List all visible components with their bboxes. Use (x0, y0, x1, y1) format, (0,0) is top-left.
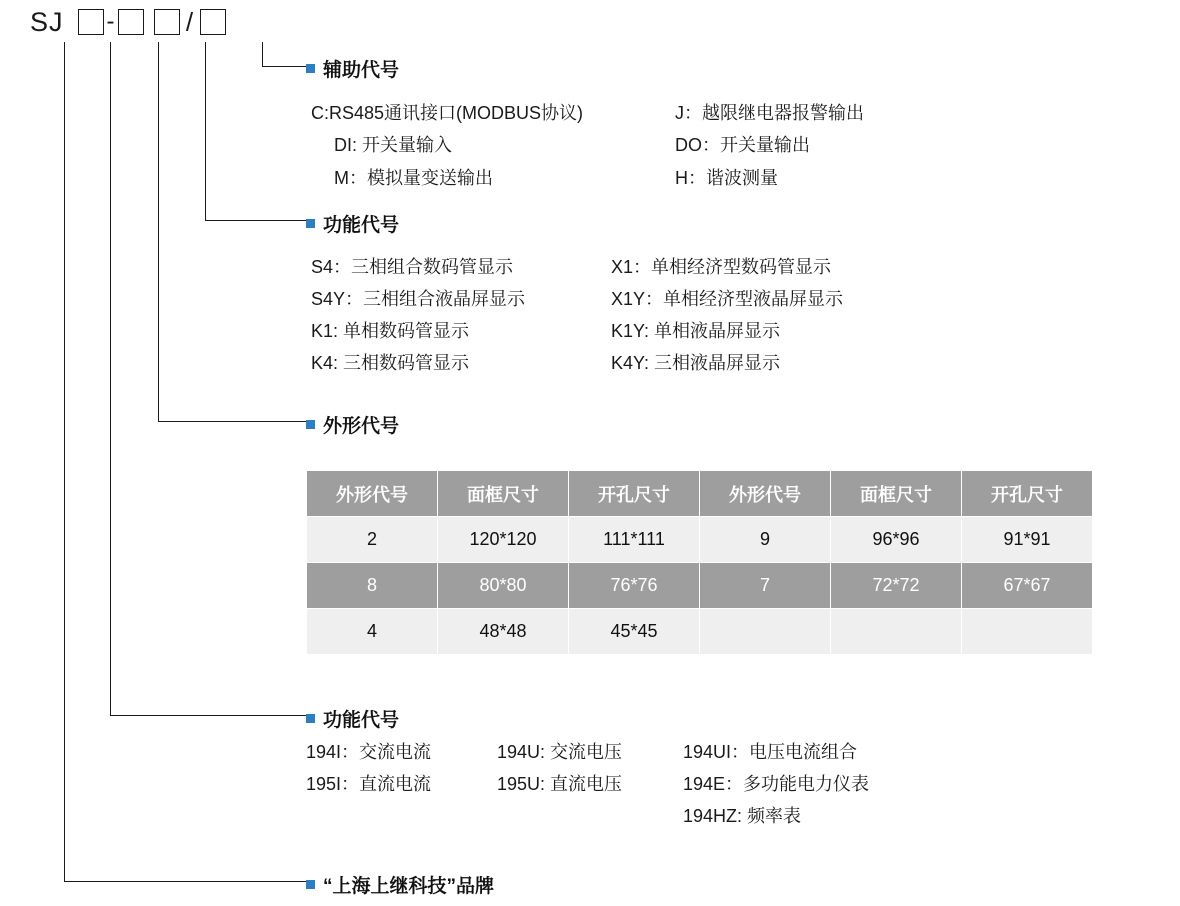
code-box-1 (78, 9, 104, 35)
code-box-3 (154, 9, 180, 35)
table-header-row (307, 471, 1093, 517)
leader-horizontal-aux (262, 66, 306, 67)
func-display-item-7: K4Y: 三相液晶屏显示 (611, 353, 781, 373)
table-header-cell-2: 开孔尺寸 (569, 471, 700, 517)
table-cell: 80*80 (438, 563, 569, 609)
bullet-icon (306, 714, 315, 723)
table-cell: 76*76 (569, 563, 700, 609)
table-row (307, 563, 1093, 609)
func-meter-item-2: 194UI：电压电流组合 (683, 742, 858, 762)
code-box-2 (118, 9, 144, 35)
code-dash: - (106, 8, 115, 35)
func-display-item-3: X1Y：单相经济型液晶屏显示 (611, 289, 844, 309)
table-header-cell-5: 开孔尺寸 (962, 471, 1093, 517)
section-title-shape: 外形代号 (323, 416, 400, 437)
aux-item-1: J：越限继电器报警输出 (675, 103, 864, 123)
func-display-item-4: K1: 单相数码管显示 (311, 321, 470, 341)
table-cell: 7 (700, 563, 831, 609)
table-header-cell-1: 面框尺寸 (438, 471, 569, 517)
bullet-icon (306, 64, 315, 73)
code-box-4 (200, 9, 226, 35)
leader-vertical-func-display (205, 42, 206, 221)
func-display-item-2: S4Y：三相组合液晶屏显示 (311, 289, 526, 309)
func-meter-item-1: 194U: 交流电压 (497, 742, 623, 762)
table-cell: 111*111 (569, 517, 700, 563)
table-row (307, 609, 1093, 655)
aux-item-4: M：模拟量变送输出 (334, 168, 493, 188)
table-header-cell-4: 面框尺寸 (831, 471, 962, 517)
section-title-func-meter: 功能代号 (323, 710, 400, 731)
table-row (307, 517, 1093, 563)
table-cell: 4 (307, 609, 438, 655)
table-cell: 72*72 (831, 563, 962, 609)
section-header-aux (306, 55, 399, 82)
table-cell: 67*67 (962, 563, 1093, 609)
func-display-item-6: K4: 三相数码管显示 (311, 353, 470, 373)
func-meter-item-0: 194I：交流电流 (306, 742, 432, 762)
leader-horizontal-shape (158, 421, 306, 422)
table-cell-empty (700, 609, 831, 655)
func-meter-item-5: 194E：多功能电力仪表 (683, 774, 870, 794)
func-display-item-1: X1：单相经济型数码管显示 (611, 257, 832, 277)
code-prefix: SJ (30, 6, 64, 37)
table-header-cell-3: 外形代号 (700, 471, 831, 517)
table-cell-empty (962, 609, 1093, 655)
table-cell: 2 (307, 517, 438, 563)
table-cell: 9 (700, 517, 831, 563)
bullet-icon (306, 880, 315, 889)
aux-item-3: DO：开关量输出 (675, 135, 810, 155)
leader-vertical-shape (158, 42, 159, 422)
section-title-func-display: 功能代号 (323, 215, 400, 236)
table-cell: 45*45 (569, 609, 700, 655)
table-cell: 96*96 (831, 517, 962, 563)
section-title-brand: “上海上继科技”品牌 (323, 876, 495, 897)
func-display-item-5: K1Y: 单相液晶屏显示 (611, 321, 781, 341)
product-code-line (30, 2, 226, 42)
table-cell: 91*91 (962, 517, 1093, 563)
leader-vertical-brand (64, 42, 65, 882)
table-header-cell-0: 外形代号 (307, 471, 438, 517)
leader-vertical-aux (262, 42, 263, 67)
dimension-table (306, 470, 1093, 655)
func-meter-item-3: 195I：直流电流 (306, 774, 432, 794)
table-cell: 120*120 (438, 517, 569, 563)
section-header-brand (306, 871, 494, 898)
table-cell-empty (831, 609, 962, 655)
leader-vertical-func-meter (110, 42, 111, 716)
table-cell: 8 (307, 563, 438, 609)
aux-item-0: C:RS485通讯接口(MODBUS协议) (311, 103, 584, 123)
leader-horizontal-func-display (205, 220, 306, 221)
bullet-icon (306, 219, 315, 228)
func-meter-item-6: 194HZ: 频率表 (683, 806, 802, 826)
section-header-shape (306, 411, 399, 438)
section-header-func-display (306, 210, 399, 237)
aux-item-5: H：谐波测量 (675, 168, 778, 188)
bullet-icon (306, 420, 315, 429)
func-display-item-0: S4：三相组合数码管显示 (311, 257, 514, 277)
leader-horizontal-func-meter (110, 715, 306, 716)
table-cell: 48*48 (438, 609, 569, 655)
section-header-func-meter (306, 705, 399, 732)
aux-item-2: DI: 开关量输入 (334, 135, 453, 155)
section-title-aux: 辅助代号 (323, 60, 400, 81)
leader-horizontal-brand (64, 881, 306, 882)
func-meter-item-4: 195U: 直流电压 (497, 774, 623, 794)
code-slash: / (185, 7, 194, 37)
